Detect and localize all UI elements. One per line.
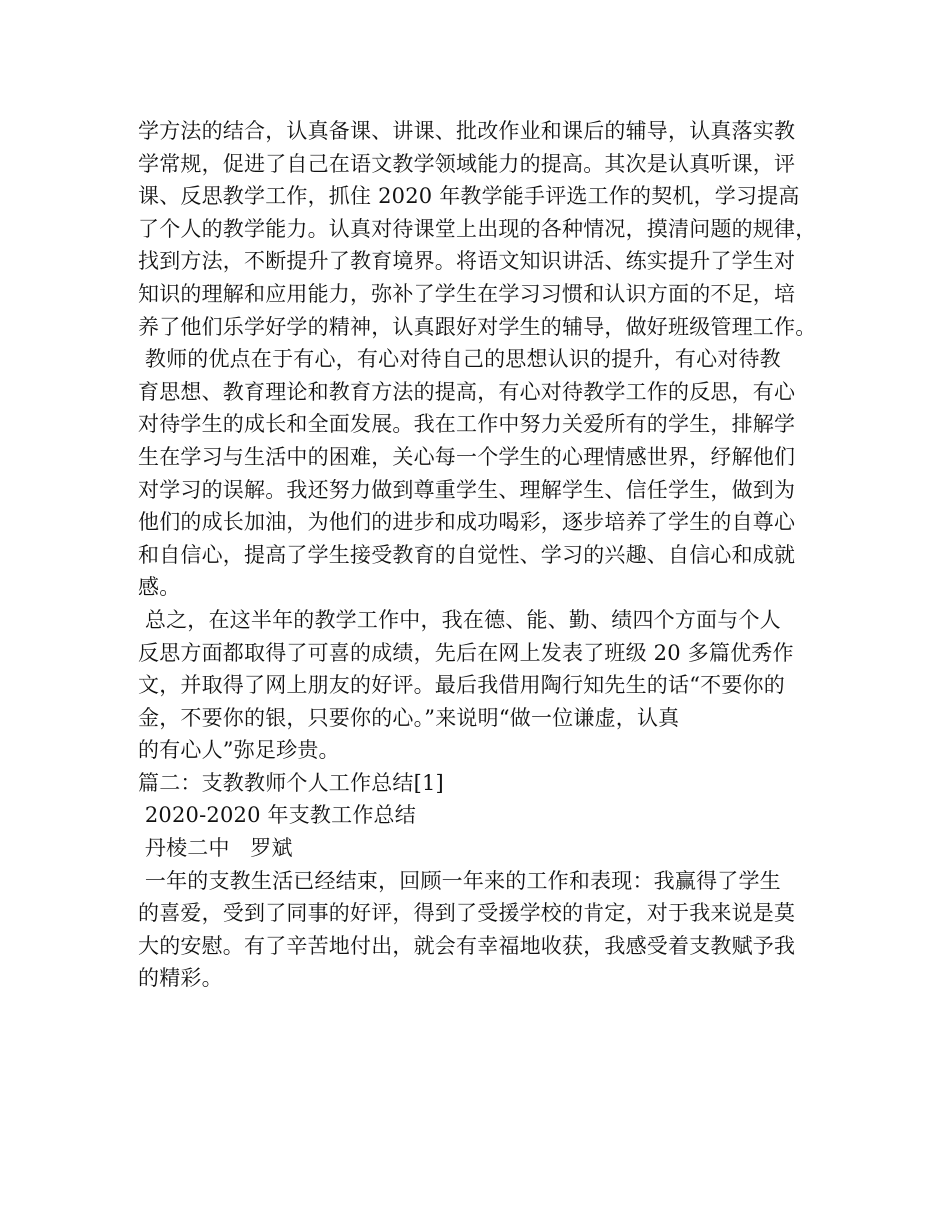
text-line: 学方法的结合，认真备课、讲课、批改作业和课后的辅导，认真落实教 [138, 119, 796, 143]
text-line: 金，不要你的银，只要你的心。”来说明“做一位谦虚，认真 [138, 705, 680, 730]
document-page [138, 115, 828, 995]
text-line: 他们的成长加油，为他们的进步和成功喝彩，逐步培养了学生的自尊心 [138, 510, 796, 535]
text-line: 知识的理解和应用能力，弥补了学生在学习习惯和认识方面的不足，培 [138, 281, 796, 306]
text-line: 学常规，促进了自己在语文教学领域能力的提高。其次是认真听课，评 [138, 151, 796, 176]
text-line: 文，并取得了网上朋友的好评。最后我借用陶行知先生的话“不要你的 [138, 673, 785, 698]
text-line: 大的安慰。有了辛苦地付出，就会有幸福地收获，我感受着支教赋予我 [138, 933, 796, 958]
text-line: 的喜爱，受到了同事的好评，得到了受援学校的肯定，对于我来说是莫 [138, 901, 796, 926]
text-line: 找到方法，不断提升了教育境界。将语文知识讲活、练实提升了学生对 [138, 249, 796, 274]
text-line: 养了他们乐学好学的精神，认真跟好对学生的辅导，做好班级管理工作。 [138, 314, 817, 339]
text-line: 生在学习与生活中的困难，关心每一个学生的心理情感世界，纾解他们 [138, 444, 796, 469]
text-line: 一年的支教生活已经结束，回顾一年来的工作和表现：我赢得了学生 [138, 868, 781, 893]
text-line: 总之，在这半年的教学工作中，我在德、能、勤、绩四个方面与个人 [138, 607, 781, 632]
text-line: 了个人的教学能力。认真对待课堂上出现的各种情况，摸清问题的规律， [138, 216, 817, 241]
section-heading: 篇二：支教教师个人工作总结[1] [138, 770, 444, 795]
text-line: 对待学生的成长和全面发展。我在工作中努力关爱所有的学生，排解学 [138, 412, 796, 437]
text-line: 的有心人”弥足珍贵。 [138, 738, 340, 763]
text-line: 的精彩。 [138, 966, 223, 991]
text-line: 反思方面都取得了可喜的成绩，先后在网上发表了班级 20 多篇优秀作 [138, 640, 794, 665]
text-line: 课、反思教学工作，抓住 2020 年教学能手评选工作的契机，学习提高 [138, 184, 800, 209]
article-title: 2020-2020 年支教工作总结 [138, 803, 416, 828]
author-line: 丹棱二中 罗斌 [138, 836, 293, 861]
text-line: 感。 [138, 575, 181, 600]
text-line: 教师的优点在于有心，有心对待自己的思想认识的提升，有心对待教 [138, 347, 781, 372]
text-line: 育思想、教育理论和教育方法的提高，有心对待教学工作的反思，有心 [138, 379, 796, 404]
text-line: 对学习的误解。我还努力做到尊重学生、理解学生、信任学生，做到为 [138, 477, 796, 502]
text-line: 和自信心，提高了学生接受教育的自觉性、学习的兴趣、自信心和成就 [138, 542, 796, 567]
